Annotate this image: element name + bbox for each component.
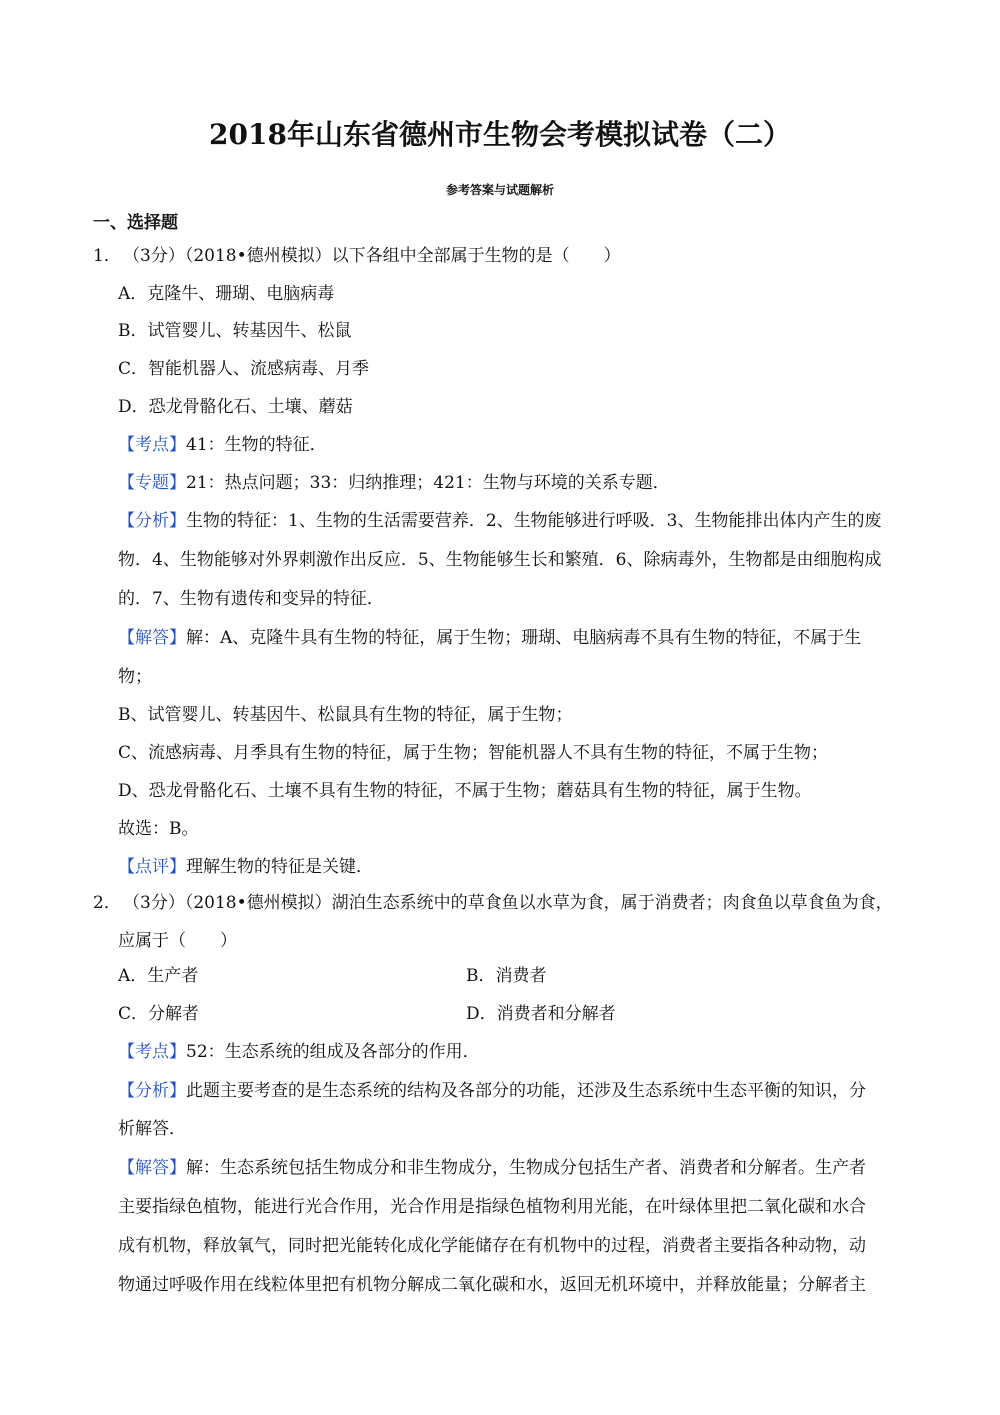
jieda-text: 解：生态系统包括生物成分和非生物成分，生物成分包括生产者、消费者和分解者。生产者 [186, 1158, 866, 1178]
section-heading: 一、选择题 [93, 213, 178, 233]
fenxi-tag: 【分析】 [118, 1081, 186, 1101]
kaodian-text: 52：生态系统的组成及各部分的作用． [186, 1042, 480, 1062]
jieda-tag: 【解答】 [118, 628, 186, 648]
q1-option-d: D．恐龙骨骼化石、土壤、蘑菇 [118, 397, 353, 417]
page-title: 2018年山东省德州市生物会考模拟试卷（二） [209, 118, 791, 151]
question-text: （3分）（2018•德州模拟）湖泊生态系统中的草食鱼以水草为食，属于消费者；肉食鱼以草食鱼为食， [123, 893, 893, 913]
q1-option-c: C．智能机器人、流感病毒、月季 [118, 359, 370, 379]
q2-fenxi-line2: 析解答． [118, 1119, 186, 1139]
q2-jieda-line4: 物通过呼吸作用在线粒体里把有机物分解成二氧化碳和水，返回无机环境中，并释放能量；分解者主 [118, 1275, 866, 1295]
fenxi-text: 生物的特征：1、生物的生活需要营养．2、生物能够进行呼吸．3、生物能排出体内产生的废 [186, 511, 882, 531]
question-number: 1． [93, 246, 121, 266]
kaodian-text: 41：生物的特征． [186, 435, 327, 455]
zhuanti-text: 21：热点问题；33：归纳推理；421：生物与环境的关系专题． [186, 473, 670, 493]
q1-jieda-line5: D、恐龙骨骼化石、土壤不具有生物的特征，不属于生物；蘑菇具有生物的特征，属于生物。 [118, 781, 812, 801]
q1-jieda [118, 627, 861, 649]
q1-jieda-line2: 物； [118, 667, 152, 687]
q2-options-row-2 [118, 1003, 918, 1025]
q1-fenxi [118, 510, 881, 532]
q2-option-c: C．分解者 [118, 1004, 200, 1024]
q1-option-a: A．克隆牛、珊瑚、电脑病毒 [118, 284, 335, 304]
jieda-text: 解：A、克隆牛具有生物的特征，属于生物；珊瑚、电脑病毒不具有生物的特征，不属于生 [186, 628, 862, 648]
fenxi-text: 此题主要考查的是生态系统的结构及各部分的功能，还涉及生态系统中生态平衡的知识，分 [186, 1081, 866, 1101]
question-2-stem [93, 892, 893, 914]
q1-option-b: B．试管婴儿、转基因牛、松鼠 [118, 321, 352, 341]
kaodian-tag: 【考点】 [118, 435, 186, 455]
q2-jieda [118, 1157, 866, 1179]
q2-jieda-line3: 成有机物，释放氧气，同时把光能转化成化学能储存在有机物中的过程，消费者主要指各种动物，动 [118, 1236, 866, 1256]
q2-option-a: A．生产者 [118, 966, 199, 986]
fenxi-tag: 【分析】 [118, 511, 186, 531]
question-text: （3分）（2018•德州模拟）以下各组中全部属于生物的是（ ） [123, 246, 621, 266]
page-subtitle: 参考答案与试题解析 [445, 183, 554, 197]
dianping-tag: 【点评】 [118, 857, 186, 877]
jieda-tag: 【解答】 [118, 1158, 186, 1178]
q2-kaodian [118, 1041, 480, 1063]
q2-option-d: D．消费者和分解者 [466, 1004, 616, 1024]
question-number: 2． [93, 893, 121, 913]
q2-options-row-1 [118, 965, 918, 987]
kaodian-tag: 【考点】 [118, 1042, 186, 1062]
q2-fenxi [118, 1080, 866, 1102]
q1-jieda-line6: 故选：B。 [118, 819, 199, 839]
zhuanti-tag: 【专题】 [118, 473, 186, 493]
q1-jieda-line3: B、试管婴儿、转基因牛、松鼠具有生物的特征，属于生物； [118, 705, 573, 725]
q1-kaodian [118, 434, 327, 456]
question-1-stem [93, 245, 621, 267]
question-2-stem-line2: 应属于（ ） [118, 931, 237, 951]
q1-fenxi-line2: 物．4、生物能够对外界刺激作出反应．5、生物能够生长和繁殖．6、除病毒外，生物都是由细胞构成 [118, 550, 882, 570]
q1-fenxi-line3: 的．7、生物有遗传和变异的特征． [118, 589, 384, 609]
q1-zhuanti [118, 472, 670, 494]
dianping-text: 理解生物的特征是关键． [186, 857, 373, 877]
q2-option-b: B．消费者 [466, 966, 547, 986]
q1-jieda-line4: C、流感病毒、月季具有生物的特征，属于生物；智能机器人不具有生物的特征，不属于生物； [118, 743, 829, 763]
q1-dianping [118, 856, 373, 878]
q2-jieda-line2: 主要指绿色植物，能进行光合作用，光合作用是指绿色植物利用光能，在叶绿体里把二氧化碳和水合 [118, 1197, 866, 1217]
